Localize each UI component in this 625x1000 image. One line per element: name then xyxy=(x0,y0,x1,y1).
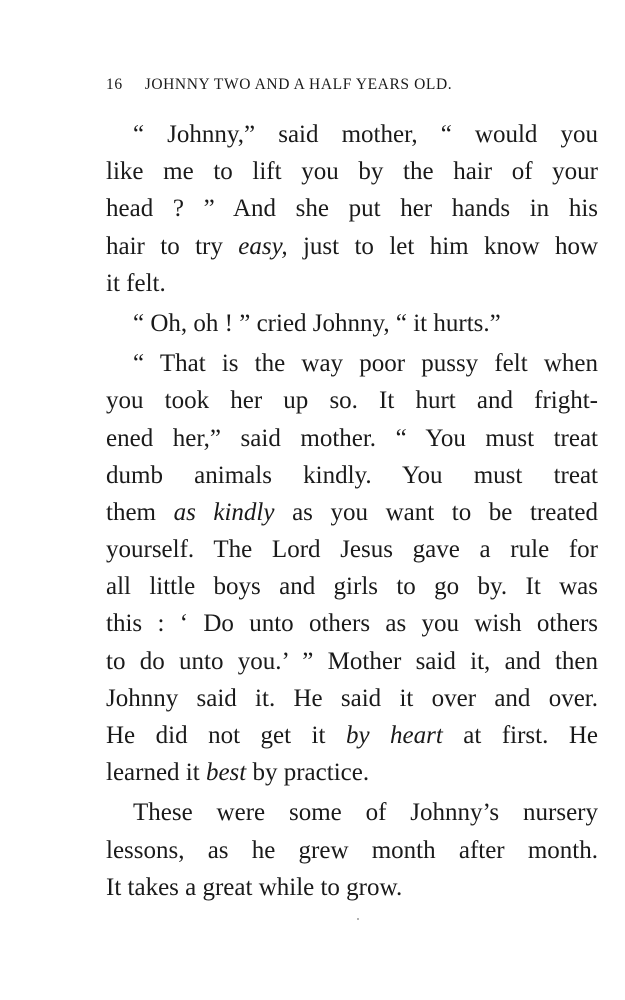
text-run: These were some of Johnny’s nursery xyxy=(133,799,598,827)
italic-text-run: easy, xyxy=(238,232,288,260)
text-run: He did not get it xyxy=(106,722,346,749)
text-line xyxy=(106,116,598,153)
text-line xyxy=(106,643,598,680)
text-run: “ Oh, oh ! ” cried Johnny, “ it hurts.” xyxy=(133,309,501,337)
text-run: them xyxy=(106,498,174,526)
text-run: you took her up so. It hurt and fright- xyxy=(106,387,598,415)
paragraph xyxy=(106,305,598,342)
text-line xyxy=(106,531,598,568)
text-run: like me to lift you by the hair of your xyxy=(106,158,598,186)
running-title: JOHNNY TWO AND A HALF YEARS OLD. xyxy=(144,76,453,93)
text-run: “ That is the way poor pussy felt when xyxy=(133,350,598,378)
text-run: at first. He xyxy=(442,722,598,749)
page-number: 16 xyxy=(106,76,123,93)
text-line xyxy=(106,568,598,605)
body-text xyxy=(106,116,598,906)
text-run: to do unto you.’ ” Mother said it, and then xyxy=(106,647,598,675)
text-run: It takes a great while to grow. xyxy=(106,873,403,901)
text-line xyxy=(106,717,598,754)
running-head xyxy=(106,76,546,94)
text-line xyxy=(106,305,598,342)
text-line xyxy=(106,382,598,419)
text-run: Johnny said it. He said it over and over. xyxy=(106,684,598,712)
text-line xyxy=(106,832,598,869)
italic-text-run: by heart xyxy=(345,722,443,749)
text-line xyxy=(106,265,598,302)
text-line xyxy=(106,190,598,227)
text-line xyxy=(106,869,598,906)
text-line xyxy=(106,605,598,642)
paragraph xyxy=(106,116,598,302)
text-line xyxy=(106,153,598,190)
text-line xyxy=(106,420,598,457)
text-run: all little boys and girls to go by. It was xyxy=(106,573,598,601)
text-run: head ? ” And she put her hands in his xyxy=(106,195,598,223)
text-run: dumb animals kindly. You must treat xyxy=(106,461,598,489)
text-run: learned it xyxy=(106,759,206,787)
text-line xyxy=(106,494,598,531)
text-line xyxy=(106,457,598,494)
paragraph xyxy=(106,345,598,791)
text-run: yourself. The Lord Jesus gave a rule for xyxy=(106,536,598,564)
text-run: “ Johnny,” said mother, “ would you xyxy=(133,121,598,148)
text-run: lessons, as he grew month after month. xyxy=(106,836,598,864)
text-run: just to let him know how xyxy=(287,232,598,260)
text-run: this : ‘ Do unto others as you wish others xyxy=(106,610,598,638)
text-line xyxy=(106,754,598,791)
text-line xyxy=(106,794,598,831)
paragraph xyxy=(106,794,598,906)
italic-text-run: best xyxy=(205,759,247,787)
text-line xyxy=(106,345,598,382)
text-run: by practice. xyxy=(246,759,370,787)
text-run: it felt. xyxy=(106,269,166,297)
text-line xyxy=(106,680,598,717)
text-run: ened her,” said mother. “ You must treat xyxy=(106,424,598,452)
text-run: hair to try xyxy=(106,232,239,260)
ink-speck xyxy=(357,918,359,920)
text-run: as you want to be treated xyxy=(274,498,598,526)
text-line xyxy=(106,228,598,265)
italic-text-run: as kindly xyxy=(173,498,275,526)
